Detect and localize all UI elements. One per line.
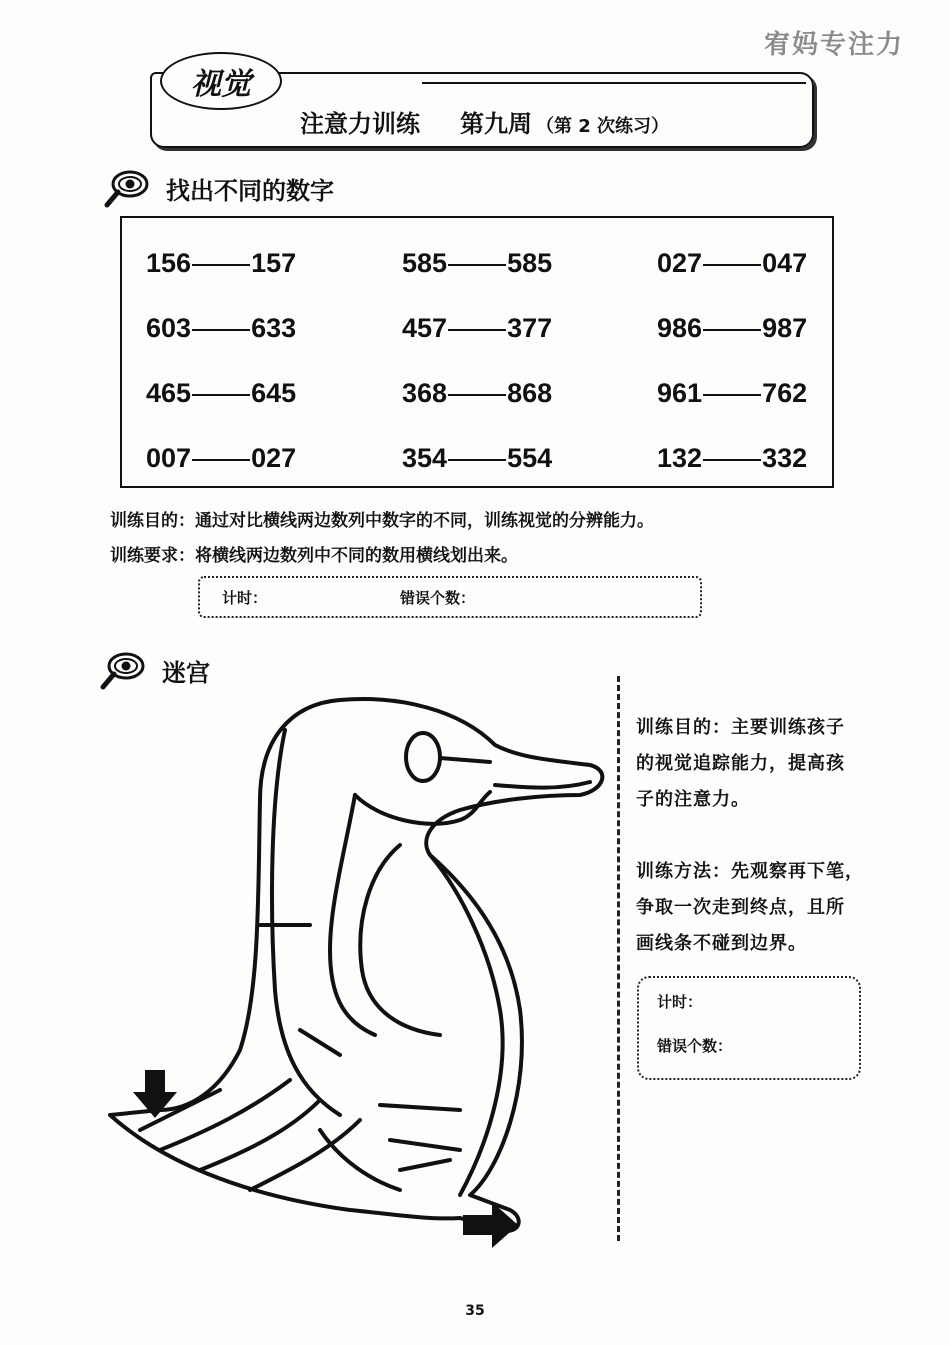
maze-method-line: 画线条不碰到边界。 — [636, 933, 807, 954]
number-pair[interactable] — [146, 248, 296, 279]
maze-method-line: 训练方法：先观察再下笔， — [636, 861, 864, 882]
number-right: 585 — [507, 248, 553, 278]
number-left: 027 — [657, 248, 703, 278]
pair-dash — [703, 394, 761, 396]
pair-dash — [703, 329, 761, 331]
maze-eye — [406, 733, 440, 781]
number-pair[interactable] — [402, 378, 552, 409]
magnifier-eye-icon — [104, 168, 150, 208]
number-pair[interactable] — [402, 443, 552, 474]
number-right: 554 — [507, 443, 553, 473]
week-label: 第九周 — [460, 110, 532, 138]
number-pair[interactable] — [657, 313, 807, 344]
maze-beak-split — [495, 782, 590, 788]
pair-dash — [192, 459, 250, 461]
number-pairs-box — [120, 216, 834, 488]
number-pair[interactable] — [146, 378, 296, 409]
number-left: 961 — [657, 378, 703, 408]
maze-method-line: 争取一次走到终点，且所 — [636, 897, 845, 918]
pair-dash — [448, 329, 506, 331]
number-right: 027 — [251, 443, 297, 473]
number-pair[interactable] — [402, 248, 552, 279]
number-right: 633 — [251, 313, 297, 343]
section1-goal: 训练目的：通过对比横线两边数列中数字的不同，训练视觉的分辨能力。 — [110, 511, 654, 531]
number-right: 157 — [251, 248, 297, 278]
page-number: 35 — [465, 1303, 485, 1319]
title-text: 注意力训练 — [300, 110, 420, 138]
pair-dash — [192, 264, 250, 266]
number-right: 332 — [762, 443, 808, 473]
maze-record-box — [637, 976, 861, 1080]
pair-dash — [703, 264, 761, 266]
pair-dash — [192, 329, 250, 331]
maze-errors-label: 错误个数： — [657, 1037, 733, 1055]
maze-inner-curve-2 — [360, 845, 440, 1035]
number-left: 156 — [146, 248, 192, 278]
number-left: 585 — [402, 248, 448, 278]
maze-belly-curve — [430, 855, 503, 1195]
pair-dash — [448, 264, 506, 266]
section1-record-box — [198, 576, 702, 618]
badge-visual: 视觉 — [160, 52, 282, 110]
pair-dash — [192, 394, 250, 396]
number-left: 132 — [657, 443, 703, 473]
number-pair[interactable] — [657, 378, 807, 409]
maze-goal-line: 训练目的：主要训练孩子 — [636, 717, 845, 738]
number-left: 457 — [402, 313, 448, 343]
number-right: 868 — [507, 378, 553, 408]
number-left: 368 — [402, 378, 448, 408]
maze-timer-label: 计时： — [657, 993, 703, 1011]
section1-timer-label: 计时： — [222, 589, 268, 607]
number-pair[interactable] — [402, 313, 552, 344]
section1-title: 找出不同的数字 — [166, 176, 334, 205]
number-right: 762 — [762, 378, 808, 408]
maze-neck-curve — [330, 795, 375, 1035]
number-pair[interactable] — [657, 248, 807, 279]
maze-goal-line: 子的注意力。 — [636, 789, 750, 810]
maze-goal — [636, 710, 866, 818]
number-right: 987 — [762, 313, 808, 343]
number-pair[interactable] — [146, 443, 296, 474]
pair-dash — [448, 394, 506, 396]
number-pair[interactable] — [657, 443, 807, 474]
session-label: （第 2 次练习） — [536, 116, 670, 137]
section-find-numbers-heading — [104, 168, 334, 208]
penguin-maze[interactable] — [100, 690, 620, 1260]
magnifier-eye-icon — [100, 650, 146, 690]
section1-errors-label: 错误个数： — [400, 589, 476, 607]
dashed-divider — [617, 676, 620, 1241]
maze-method — [636, 854, 866, 962]
section1-requirement: 训练要求：将横线两边数列中不同的数用横线划出来。 — [110, 546, 518, 566]
section2-title: 迷宫 — [162, 658, 210, 687]
page-title — [300, 104, 669, 139]
number-right: 377 — [507, 313, 553, 343]
number-pair[interactable] — [146, 313, 296, 344]
number-right: 047 — [762, 248, 808, 278]
number-left: 465 — [146, 378, 192, 408]
number-right: 645 — [251, 378, 297, 408]
maze-outer-outline — [110, 699, 602, 1231]
number-left: 986 — [657, 313, 703, 343]
watermark: 宥妈专注力 — [763, 30, 904, 60]
maze-goal-line: 的视觉追踪能力，提高孩 — [636, 753, 845, 774]
banner-rule — [422, 82, 806, 84]
number-left: 007 — [146, 443, 192, 473]
number-left: 603 — [146, 313, 192, 343]
section-maze-heading — [100, 650, 210, 690]
pair-dash — [448, 459, 506, 461]
number-left: 354 — [402, 443, 448, 473]
pair-dash — [703, 459, 761, 461]
